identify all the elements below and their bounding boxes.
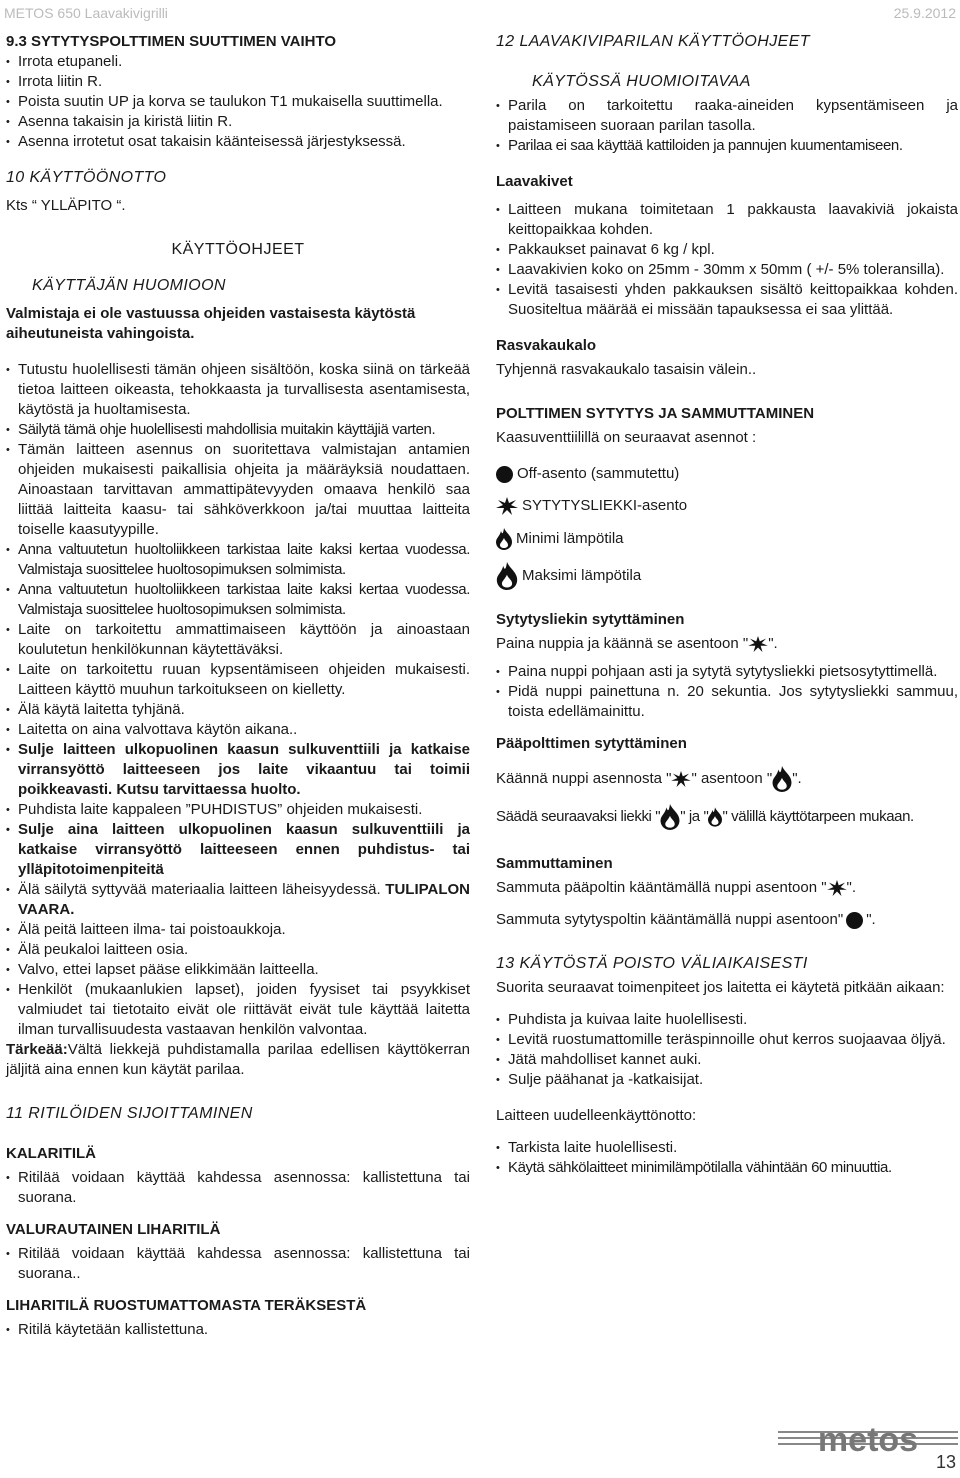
list-item: • Puhdista ja kuivaa laite huolellisesti. [496,1010,958,1030]
liharitila-list [6,1320,470,1340]
fire-warning: TULIPALON VAARA. [18,881,470,918]
instructions-list [6,360,470,1040]
usage-title: KÄYTTÖOHJEET [171,241,305,258]
left-column [6,32,470,1340]
list-item: • Jätä mahdolliset kannet auki. [496,1050,958,1070]
important-label: Tärkeää: [6,1041,68,1058]
kalaritila-title: KALARITILÄ [6,1145,96,1162]
list-item: • Irrota liitin R. [6,72,470,92]
user-notice-title: KÄYTTÄJÄN HUOMIOON [32,277,226,294]
list-item: • Asenna takaisin ja kiristä liitin R. [6,112,470,132]
pilot-star-icon [748,636,768,652]
list-item: • Anna valtuutetun huoltoliikkeen tarkistaa laite kaksi kertaa vuodessa. Valmistaja suosittelee huoltosopimuksen solmimista. [6,580,470,620]
notice-list [496,96,958,156]
position-off [496,464,958,484]
text-segment: Käännä nuppi asennosta " [496,769,672,787]
large-flame-icon [660,804,680,830]
burner-intro: Kaasuventtiilillä on seuraavat asennot : [496,429,757,446]
shutdown-pilot [496,910,958,930]
header-date: 25.9.2012 [893,5,956,21]
burner-title: POLTTIMEN SYTYTYS JA SAMMUTTAMINEN [496,405,815,422]
grease-text: Tyhjennä rasvakaukalo tasaisin välein.. [496,361,757,378]
list-item: • Asenna irrotetut osat takaisin käänteisessä järjestyksessä. [6,132,470,152]
pilot-title: Sytytysliekin sytyttäminen [496,611,685,628]
list-item: • Valvo, ettei lapset pääse elikkimään laitteella. [6,960,470,980]
section-11-title: 11 RITILÖIDEN SIJOITTAMINEN [6,1105,253,1122]
list-item: • Anna valtuutetun huoltoliikkeen tarkistaa laite kaksi kertaa vuodessa. Valmistaja suosittelee huoltosopimuksen solmimista. [6,540,470,580]
list-item: • Henkilöt (mukaanlukien lapset), joiden fyysiset tai psyykkiset valmiudet tai tietotaito eivät ole riittävät eivät tule käyttää laitetta ilman turvallisuudesta vastaavan henkilön valvontaa. [6,980,470,1040]
section-10-text: Kts “ YLLÄPITO “. [6,197,126,214]
adjust-instruction [496,804,958,830]
text-segment: Sammuta pääpoltin kääntämällä nuppi asentoon " [496,879,827,896]
list-item: • Irrota etupaneli. [6,52,470,72]
shutdown-main [496,878,958,898]
off-dot-icon [846,912,863,929]
list-item: • Säilytä tämä ohje huolellisesti mahdollisia muitakin käyttäjiä varten. [6,420,470,440]
list-item: • Tutustu huolellisesti tämän ohjeen sisältöön, koska siinä on tärkeää tietoa laitteen oikeasta, tehokkaasta ja turvallisesta asentamisesta, käytöstä ja huoltamisesta. [6,360,470,420]
pilot-instruction [496,634,958,654]
kalaritila-list [6,1168,470,1208]
text-segment: Säädä seuraavaksi liekki " [496,807,661,825]
list-item: • Laitteen mukana toimitetaan 1 pakkausta laavakiviä jokaista keittopaikkaa kohden. [496,200,958,240]
list-item: • Sulje laitteen ulkopuolinen kaasun sulkuventtiili ja katkaise virransyöttö laitteeseen jos laite vikaantuu tai toimii poikkeavasti. Kutsu tarvittaessa huolto. [6,740,470,800]
important-text: Vältä liekkejä puhdistamalla parilaa edellisen käyttökerran jäljitä aina ennen kun käytät parilaa. [6,1041,470,1078]
list-item: • Laitetta on aina valvottava käytön aikana.. [6,720,470,740]
pilot-list [496,662,958,722]
text-segment: Paina nuppia ja käännä se asentoon " [496,635,749,652]
list-item: • Tarkista laite huolellisesti. [496,1138,958,1158]
pilot-star-icon [671,771,691,787]
metos-logo [778,1424,958,1454]
section-10-title: 10 KÄYTTÖÖNOTTO [6,169,167,186]
valurautainen-title: VALURAUTAINEN LIHARITILÄ [6,1221,221,1238]
list-item: • Laite on tarkoitettu ammattimaiseen käyttöön ja ainoastaan koulutetun henkilökunnan käytettäväksi. [6,620,470,660]
important-note [6,1040,470,1080]
large-flame-icon [496,562,518,590]
list-item: • Ritilää voidaan käyttää kahdessa asennossa: kallistettuna tai suorana.. [6,1244,470,1284]
main-burner-title: Pääpolttimen sytyttäminen [496,735,687,752]
list-item: • Levitä tasaisesti yhden pakkauksen sisältö keittopaikkaa kohden. Suositeltua määrää ei missään tapauksessa ei saa ylittää. [496,280,958,320]
list-item: • Älä peukaloi laitteen osia. [6,940,470,960]
page-number: 13 [935,1452,956,1472]
restart-title: Laitteen uudelleenkäyttönotto: [496,1107,697,1124]
list-item: • Sulje päähanat ja -katkaisijat. [496,1070,958,1090]
list-item: • Parilaa ei saa käyttää kattiloiden ja pannujen kuumentamiseen. [496,136,958,156]
position-label: Maksimi lämpötila [522,567,642,584]
disclaimer: Valmistaja ei ole vastuussa ohjeiden vastaisesta käytöstä aiheutuneista vahingoista. [6,305,416,342]
position-label: Minimi lämpötila [516,530,624,547]
off-dot-icon [496,466,513,483]
pilot-star-icon [496,497,518,515]
restart-list [496,1138,958,1178]
text-segment: " asentoon " [691,769,773,787]
list-item [6,880,470,920]
list-item: • Laavakivien koko on 25mm - 30mm x 50mm ( +/- 5% toleransilla). [496,260,958,280]
list-item-text: Älä säilytä syttyvää materiaalia laitteen läheisyydessä. [18,881,381,898]
list-item: • Sulje aina laitteen ulkopuolinen kaasun sulkuventtiili ja katkaise virransyöttö laitteeseen ennen puhdistus- tai ylläpitotoimenpiteitä [6,820,470,880]
grease-title: Rasvakaukalo [496,337,597,354]
section-13-intro: Suorita seuraavat toimenpiteet jos laitetta ei käytetä pitkään aikaan: [496,979,945,996]
section-9-3-list [6,52,470,152]
list-item: • Levitä ruostumattomille teräspinnoille ohut kerros suojaavaa öljyä. [496,1030,958,1050]
position-pilot [496,496,958,516]
position-label: Off-asento (sammutettu) [517,465,680,482]
section-13-list [496,1010,958,1090]
shutdown-title: Sammuttaminen [496,855,613,872]
text-segment: ". [792,769,802,787]
notice-title: KÄYTÖSSÄ HUOMIOITAVAA [532,73,751,90]
position-max [496,562,958,590]
small-flame-icon [496,528,512,550]
list-item: • Älä käytä laitetta tyhjänä. [6,700,470,720]
right-column [496,32,958,1178]
list-item: • Parila on tarkoitettu raaka-aineiden kypsentämiseen ja paistamiseen suoraan parilan tasolla. [496,96,958,136]
list-item: • Laite on tarkoitettu ruuan kypsentämiseen ohjeiden mukaisesti. Laitteen käyttö muuhun tarkoitukseen on kielletty. [6,660,470,700]
stones-title: Laavakivet [496,173,573,190]
text-segment: Sammuta sytytyspoltin kääntämällä nuppi asentoon" [496,911,844,928]
list-item: • Pakkaukset painavat 6 kg / kpl. [496,240,958,260]
text-segment: ". [866,911,876,928]
list-item: • Pidä nuppi painettuna n. 20 sekuntia. Jos sytytysliekki sammuu, toista edellämainittu. [496,682,958,722]
list-item: • Ritilää voidaan käyttää kahdessa asennossa: kallistettuna tai suorana. [6,1168,470,1208]
list-item: • Poista suutin UP ja korva se taulukon T1 mukaisella suuttimella. [6,92,470,112]
text-segment: " välillä käyttötarpeen mukaan. [722,807,914,825]
main-burner-instruction [496,766,958,792]
stones-list [496,200,958,320]
section-12-title: 12 LAAVAKIVIPARILAN KÄYTTÖOHJEET [496,33,810,50]
header-title: METOS 650 Laavakivigrilli [4,5,168,21]
text-segment: ". [768,635,778,652]
text-segment: " ja " [680,807,709,825]
large-flame-icon [772,766,792,792]
list-item: • Paina nuppi pohjaan asti ja sytytä sytytysliekki pietsosytyttimellä. [496,662,958,682]
section-13-title: 13 KÄYTÖSTÄ POISTO VÄLIAIKAISESTI [496,955,808,972]
small-flame-icon [708,807,722,827]
valurautainen-list [6,1244,470,1284]
text-segment: ". [846,879,857,896]
page-header [0,0,960,26]
position-min [496,528,958,550]
liharitila-title: LIHARITILÄ RUOSTUMATTOMASTA TERÄKSESTÄ [6,1297,367,1314]
list-item: • Käytä sähkölaitteet minimilämpötilalla vähintään 60 minuuttia. [496,1158,958,1178]
list-item: • Puhdista laite kappaleen ”PUHDISTUS” ohjeiden mukaisesti. [6,800,470,820]
list-item: • Ritilä käytetään kallistettuna. [6,1320,470,1340]
section-9-3-title: 9.3 SYTYTYSPOLTTIMEN SUUTTIMEN VAIHTO [6,33,337,50]
list-item: • Tämän laitteen asennus on suoritettava valmistajan antamien ohjeiden mukaisesti paikallisia ohjeita ja määräyksiä noudattaen. Ainoastaan tarvittavan ammattipätevyyden omaava henkilö saa liittää laitteita kaasu- tai sähköverkkoon ja/tai muuttaa laitteita toiselle kaasutyypille. [6,440,470,540]
logo-text: metos [817,1424,919,1454]
position-label: SYTYTYSLIEKKI-asento [522,497,688,514]
pilot-star-icon [827,880,847,896]
list-item: • Älä peitä laitteen ilma- tai poistoaukkoja. [6,920,470,940]
